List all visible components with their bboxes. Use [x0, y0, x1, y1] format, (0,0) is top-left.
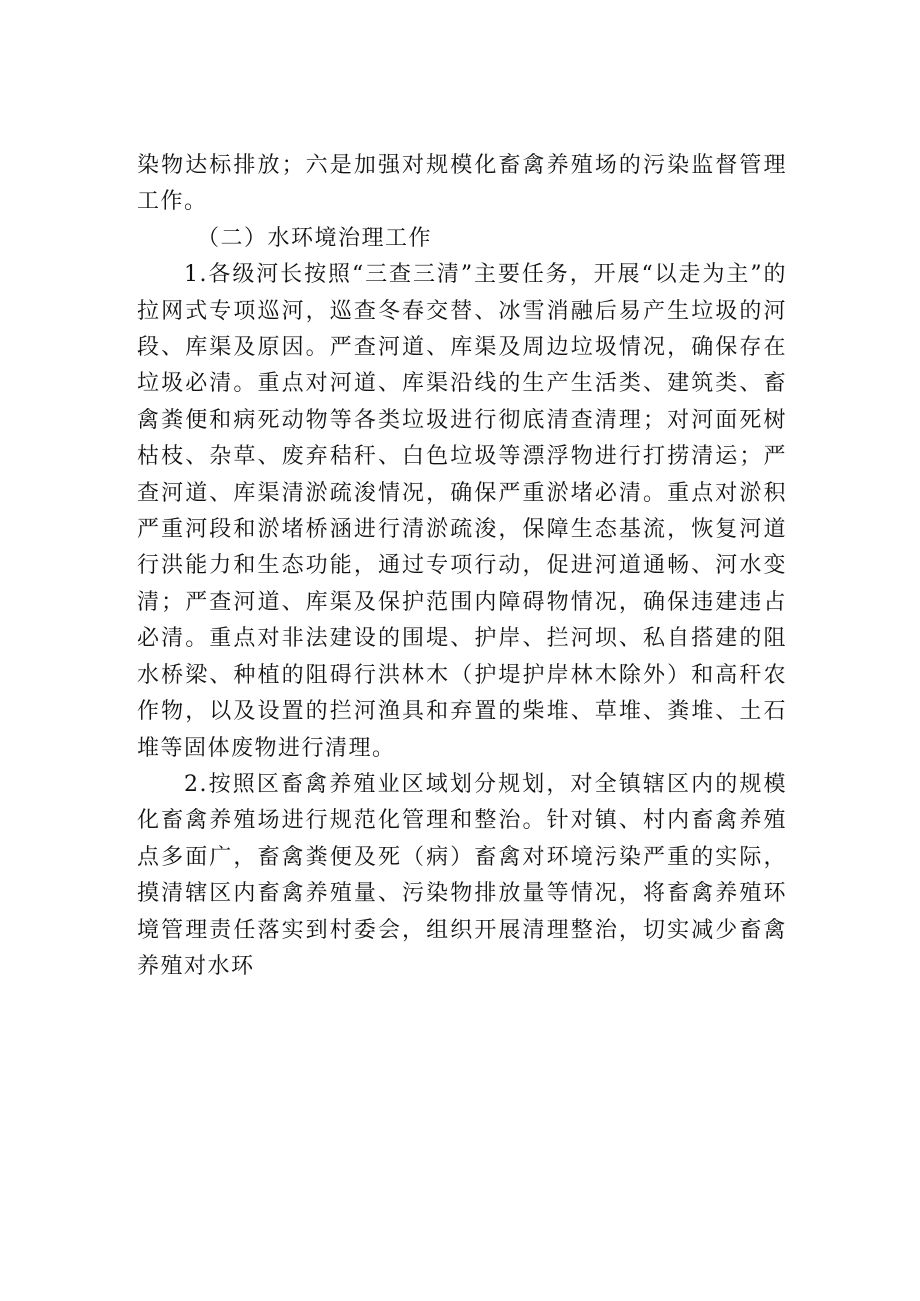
paragraph-item-1: 1.各级河长按照“三查三清”主要任务，开展“以走为主”的拉网式专项巡河，巡查冬春交替、冰雪消融后易产生垃圾的河段、库渠及原因。严查河道、库渠及周边垃圾情况，确保存在垃圾必清。重点对河道、库渠沿线的生产生活类、建筑类、畜禽粪便和病死动物等各类垃圾进行彻底清查清理；对河面死树枯枝、杂草、废弃秸秆、白色垃圾等漂浮物进行打捞清运；严查河道、库渠清淤疏浚情况，确保严重淤堵必清。重点对淤积严重河段和淤堵桥涵进行清淤疏浚，保障生态基流，恢复河道行洪能力和生态功能，通过专项行动，促进河道通畅、河水变清；严查河道、库渠及保护范围内障碍物情况，确保违建违占必清。重点对非法建设的围堤、护岸、拦河坝、私自搭建的阻水桥梁、种植的阻碍行洪林木（护堤护岸林木除外）和高秆农作物，以及设置的拦河渔具和弃置的柴堆、草堆、粪堆、土石堆等固体废物进行清理。 — [137, 262, 787, 761]
section-heading: （二）水环境治理工作 — [197, 225, 433, 251]
paragraph-item-2: 2.按照区畜禽养殖业区域划分规划，对全镇辖区内的规模化畜禽养殖场进行规范化管理和整治。针对镇、村内畜禽养殖点多面广，畜禽粪便及死（病）畜禽对环境污染严重的实际，摸清辖区内畜禽养殖量、污染物排放量等情况，将畜禽养殖环境管理责任落实到村委会，组织开展清理整治，切实减少畜禽养殖对水环 — [137, 771, 787, 979]
document-body — [137, 148, 787, 985]
paragraph-continuation: 染物达标排放；六是加强对规模化畜禽养殖场的污染监督管理工作。 — [137, 153, 787, 215]
